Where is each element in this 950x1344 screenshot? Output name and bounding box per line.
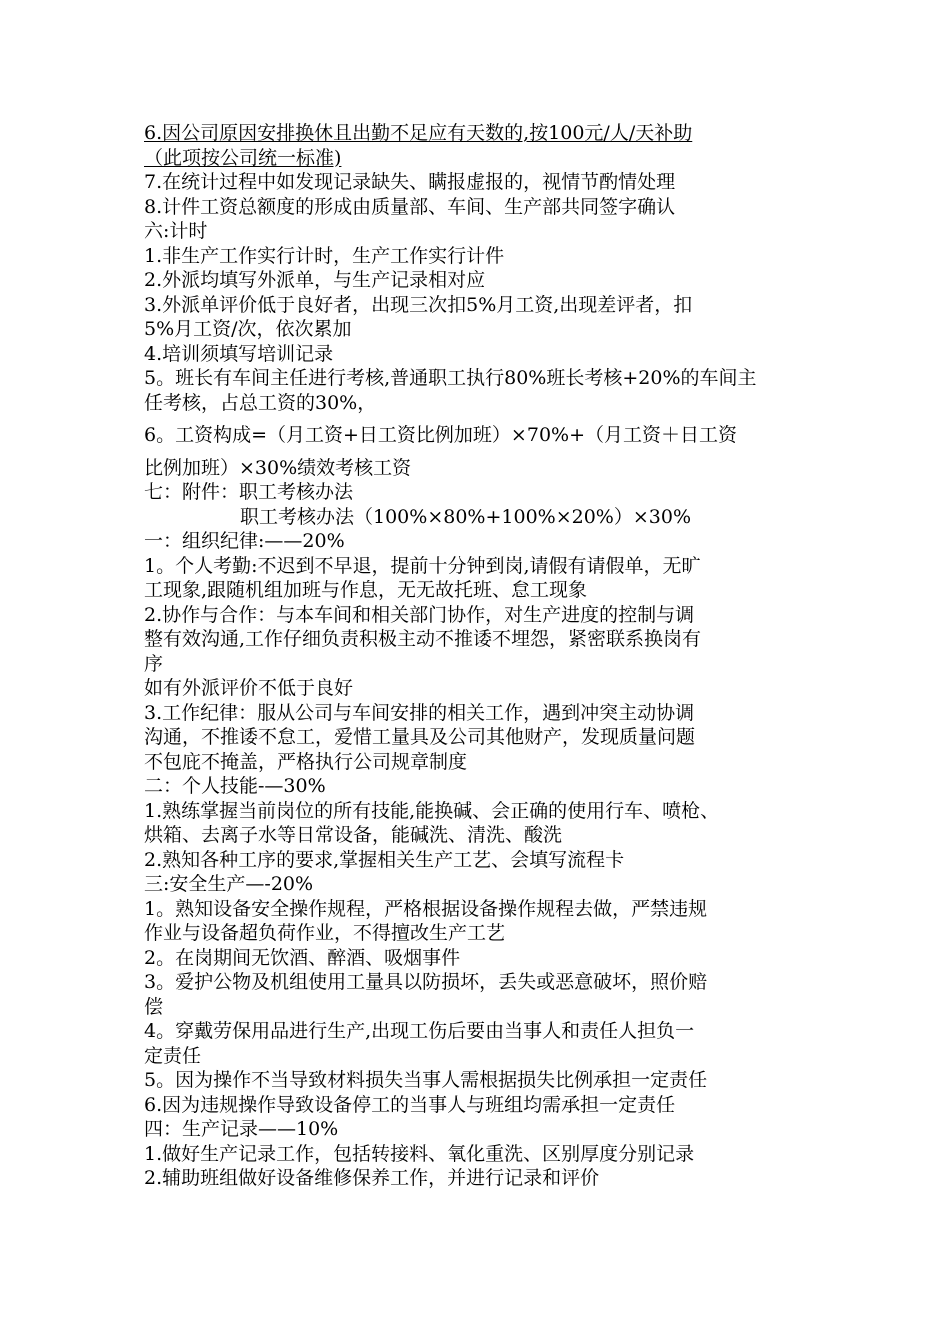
text-line: 烘箱、去离子水等日常设备，能碱洗、清洗、酸洗 <box>144 824 563 846</box>
text-line: 偿 <box>144 995 164 1018</box>
text-line: 沟通，不推诿不怠工，爱惜工量具及公司其他财产，发现质量问题 <box>144 726 696 748</box>
text-line: 定责任 <box>144 1044 202 1067</box>
text-line: 2.外派均填写外派单，与生产记录相对应 <box>144 269 486 291</box>
subsection-title: 职工考核办法（100%×80%+100%×20%）×30% <box>240 505 692 528</box>
section-heading: 一：组织纪律:——20% <box>144 530 345 552</box>
text-line: 3.外派单评价低于良好者，出现三次扣5%月工资,出现差评者，扣 <box>144 293 693 316</box>
text-line: 2。在岗期间无饮酒、醉酒、吸烟事件 <box>144 946 461 969</box>
text-line: 5。班长有车间主任进行考核,普通职工执行80%班长考核+20%的车间主 <box>144 367 757 389</box>
text-line: 7.在统计过程中如发现记录缺失、瞒报虚报的，视情节酌情处理 <box>144 171 676 193</box>
text-line: 5。因为操作不当导致材料损失当事人需根据损失比例承担一定责任 <box>144 1069 708 1091</box>
text-line: 1。熟知设备安全操作规程，严格根据设备操作规程去做，严禁违规 <box>144 897 708 920</box>
text-line: 整有效沟通,工作仔细负责积极主动不推诿不埋怨，紧密联系换岗有 <box>144 628 702 650</box>
section-heading: 六:计时 <box>144 220 208 242</box>
text-line: 3.工作纪律：服从公司与车间安排的相关工作，遇到冲突主动协调 <box>144 701 695 724</box>
text-line: 6.因为违规操作导致设备停工的当事人与班组均需承担一定责任 <box>144 1093 676 1116</box>
text-line: 序 <box>144 652 164 675</box>
text-line: 作业与设备超负荷作业，不得擅改生产工艺 <box>144 922 506 944</box>
text-line: 8.计件工资总额度的形成由质量部、车间、生产部共同签字确认 <box>144 195 676 218</box>
section-heading: 二：个人技能-—30% <box>144 775 326 797</box>
document-body <box>144 121 814 1191</box>
text-line: 4。穿戴劳保用品进行生产,出现工伤后要由当事人和责任人担负一 <box>144 1020 695 1042</box>
section-heading: 三:安全生产—-20% <box>144 873 314 895</box>
text-line: 1.熟练掌握当前岗位的所有技能,能换碱、会正确的使用行车、喷枪、 <box>144 799 720 822</box>
text-line: 2.辅助班组做好设备维修保养工作，并进行记录和评价 <box>144 1167 600 1189</box>
text-line: 5%月工资/次，依次累加 <box>144 318 352 340</box>
text-line: 6。工资构成=（月工资+日工资比例加班）×70%+（月工资＋日工资 <box>144 424 738 446</box>
text-line: 2.熟知各种工序的要求,掌握相关生产工艺、会填写流程卡 <box>144 848 625 871</box>
text-line: （此项按公司统一标准) <box>144 146 342 169</box>
text-line: 任考核，占总工资的30%， <box>144 391 377 414</box>
text-line: 3。爱护公物及机组使用工量具以防损坏，丢失或恶意破坏，照价赔 <box>144 971 708 993</box>
text-line: 6.因公司原因安排换休且出勤不足应有天数的,按100元/人/天补助 <box>144 122 693 144</box>
section-heading: 七：附件：职工考核办法 <box>144 481 354 503</box>
text-line: 比例加班）×30%绩效考核工资 <box>144 456 412 479</box>
text-line: 1。个人考勤:不迟到不早退，提前十分钟到岗,请假有请假单，无旷 <box>144 554 701 577</box>
text-line: 2.协作与合作：与本车间和相关部门协作，对生产进度的控制与调 <box>144 603 695 626</box>
text-line: 1.做好生产记录工作，包括转接料、氧化重洗、区别厚度分别记录 <box>144 1142 695 1165</box>
text-line: 工现象,跟随机组加班与作息，无无故托班、怠工现象 <box>144 579 588 601</box>
section-heading: 四：生产记录——10% <box>144 1118 339 1140</box>
text-line: 如有外派评价不低于良好 <box>144 677 354 699</box>
text-line: 1.非生产工作实行计时，生产工作实行计件 <box>144 244 505 267</box>
text-line: 4.培训须填写培训记录 <box>144 342 334 365</box>
text-line: 不包庇不掩盖，严格执行公司规章制度 <box>144 750 468 773</box>
